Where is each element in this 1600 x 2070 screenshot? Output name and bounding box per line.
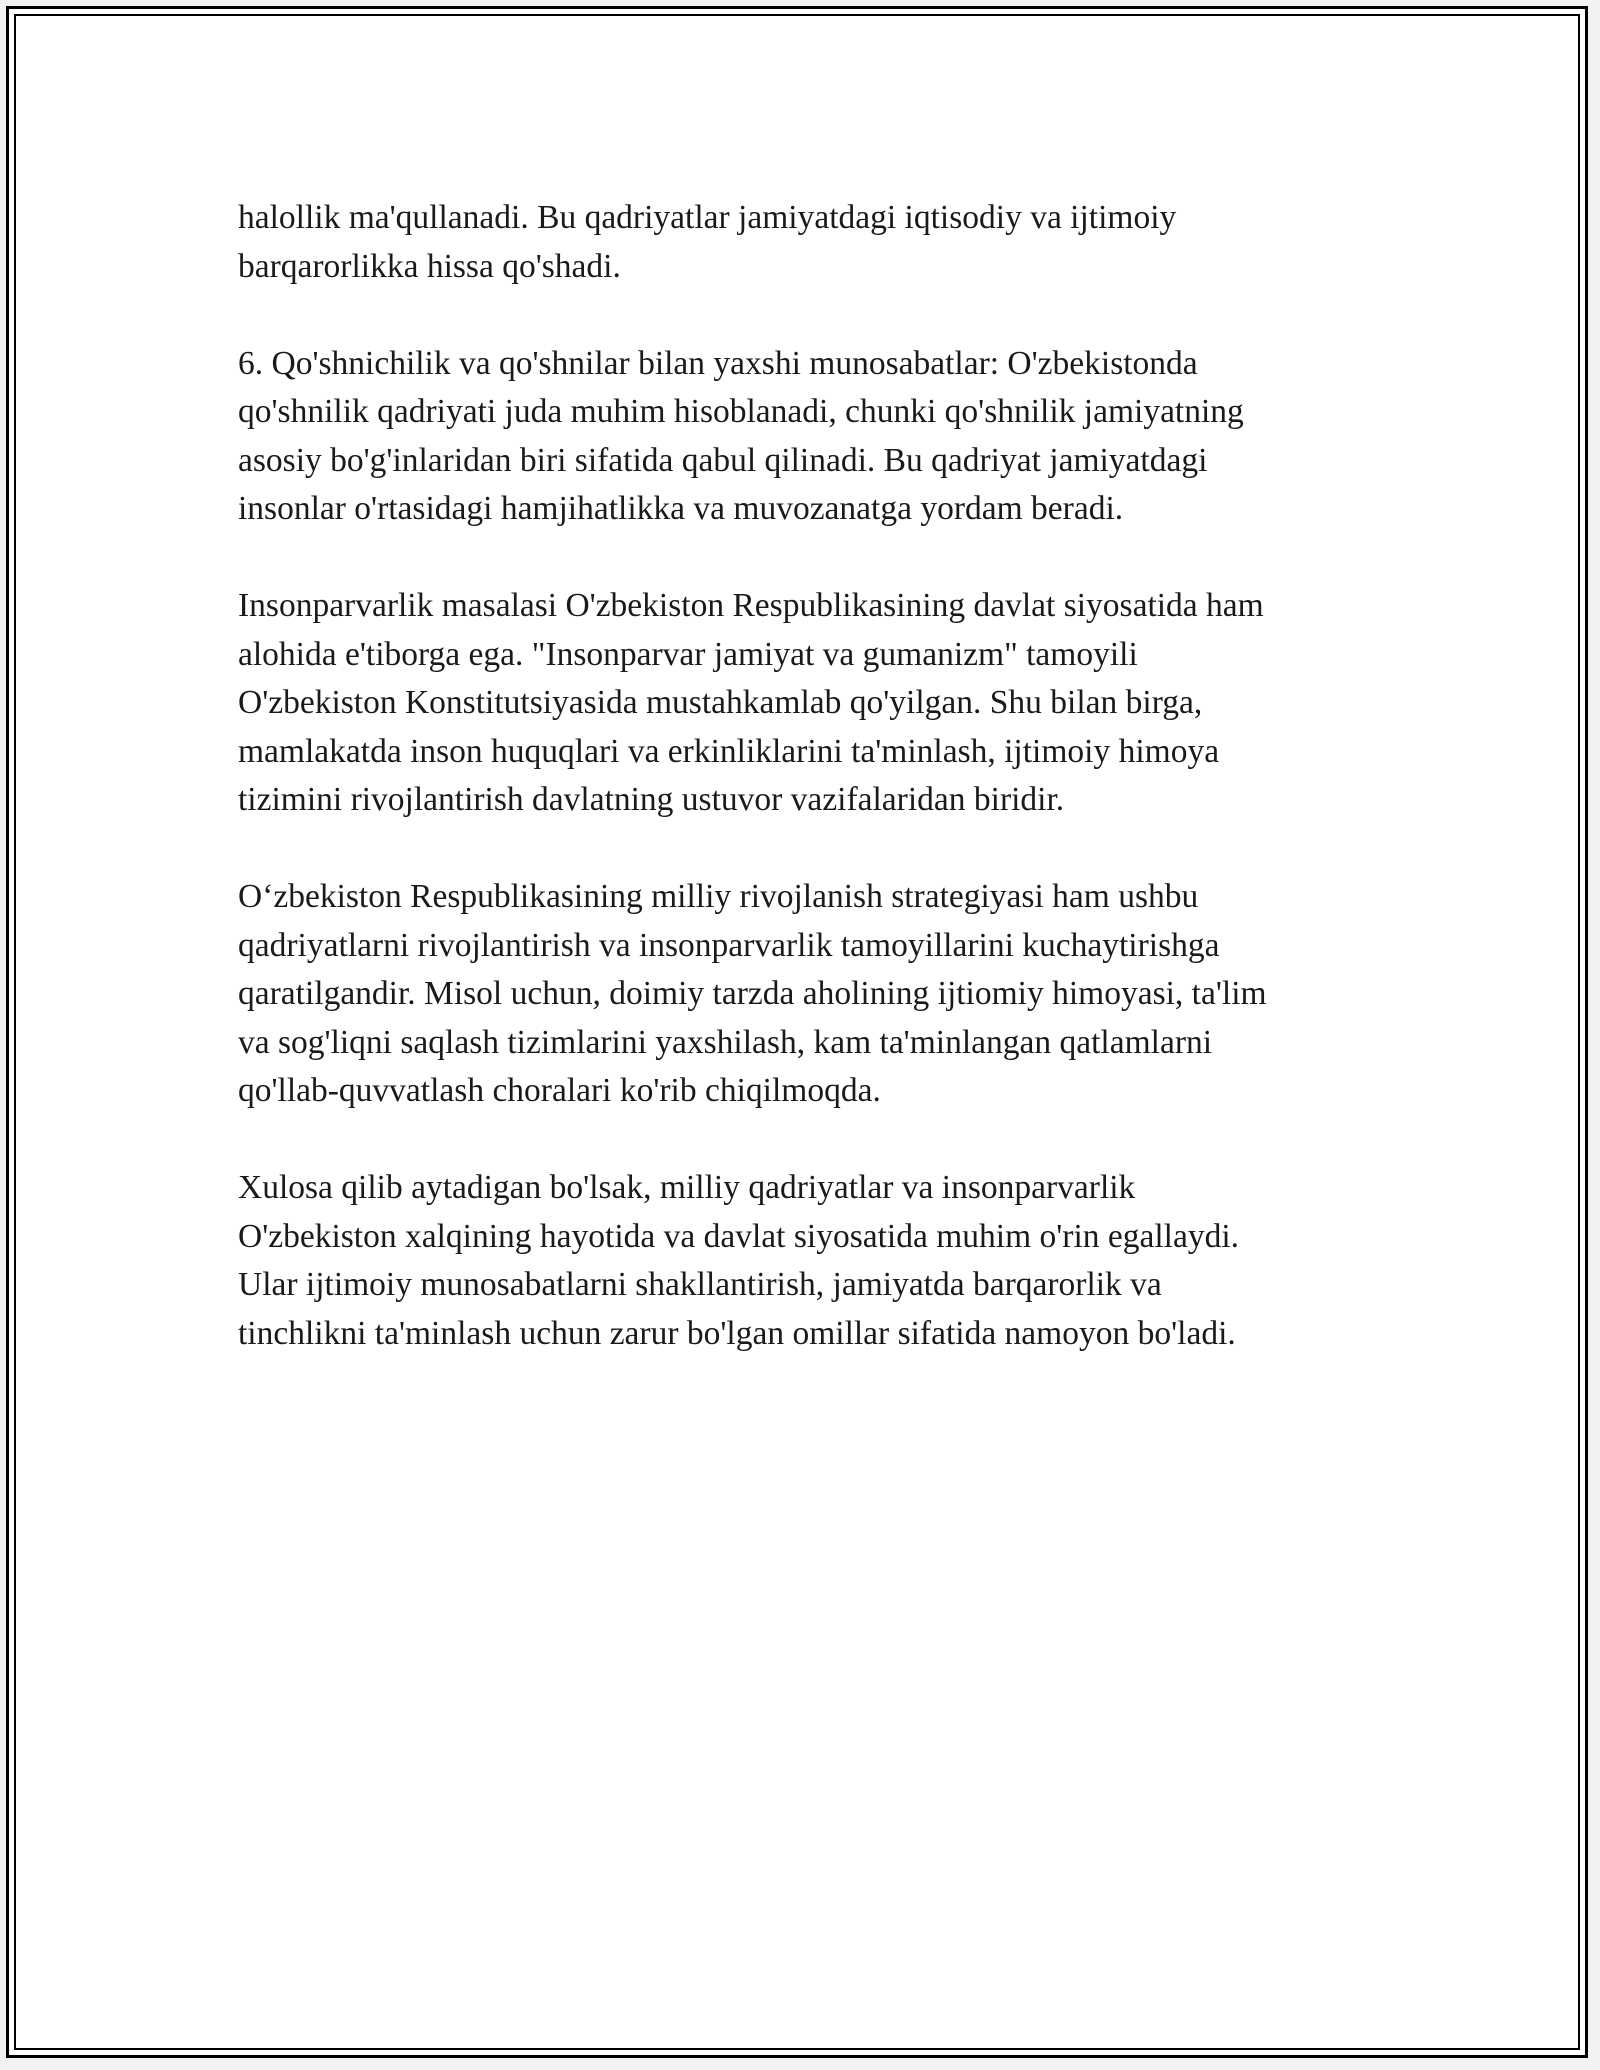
document-page <box>6 6 1588 2058</box>
text-line: tizimini rivojlantirish davlatning ustuvor vazifalaridan biridir. <box>238 781 1065 818</box>
text-line: Ular ijtimoiy munosabatlarni shakllantirish, jamiyatda barqarorlik va <box>238 1266 1162 1303</box>
paragraph-3 <box>238 582 1418 825</box>
text-line: O'zbekiston xalqining hayotida va davlat siyosatida muhim o'rin egallaydi. <box>238 1217 1240 1255</box>
text-line: Xulosa qilib aytadigan bo'lsak, milliy qadriyatlar va insonparvarlik <box>238 1169 1136 1206</box>
text-line: Insonparvarlik masalasi O'zbekiston Respublikasining davlat siyosatida ham <box>238 587 1264 624</box>
paragraph-5 <box>238 1164 1418 1358</box>
text-line: insonlar o'rtasidagi hamjihatlikka va muvozanatga yordam beradi. <box>238 490 1124 527</box>
text-line: qaratilgandir. Misol uchun, doimiy tarzda aholining ijtiomiy himoyasi, ta'lim <box>238 975 1267 1012</box>
text-line: O'zbekiston Konstitutsiyasida mustahkamlab qo'yilgan. Shu bilan birga, <box>238 684 1203 721</box>
text-line: asosiy bo'g'inlaridan biri sifatida qabul qilinadi. Bu qadriyat jamiyatdagi <box>238 441 1208 479</box>
paragraph-4 <box>238 873 1418 1116</box>
text-line: va sog'liqni saqlash tizimlarini yaxshilash, kam ta'minlangan qatlamlarni <box>238 1023 1213 1061</box>
document-body <box>238 194 1418 1407</box>
text-line: mamlakatda inson huquqlari va erkinliklarini ta'minlash, ijtimoiy himoya <box>238 732 1220 770</box>
text-line: O‘zbekiston Respublikasining milliy rivojlanish strategiyasi ham ushbu <box>238 878 1199 915</box>
text-line: qo'llab-quvvatlash choralari ko'rib chiqilmoqda. <box>238 1072 881 1109</box>
paragraph-1 <box>238 194 1418 291</box>
text-line: tinchlikni ta'minlash uchun zarur bo'lgan omillar sifatida namoyon bo'ladi. <box>238 1314 1236 1352</box>
text-line: qo'shnilik qadriyati juda muhim hisoblanadi, chunki qo'shnilik jamiyatning <box>238 393 1244 430</box>
text-line: qadriyatlarni rivojlantirish va insonparvarlik tamoyillarini kuchaytirishga <box>238 926 1220 964</box>
text-line: halollik ma'qullanadi. Bu qadriyatlar jamiyatdagi iqtisodiy va ijtimoiy <box>238 199 1177 236</box>
text-line: alohida e'tiborga ega. "Insonparvar jamiyat va gumanizm" tamoyili <box>238 635 1138 673</box>
text-line: barqarorlikka hissa qo'shadi. <box>238 247 621 285</box>
text-line: 6. Qo'shnichilik va qo'shnilar bilan yaxshi munosabatlar: O'zbekistonda <box>238 344 1198 382</box>
paragraph-2 <box>238 340 1418 534</box>
